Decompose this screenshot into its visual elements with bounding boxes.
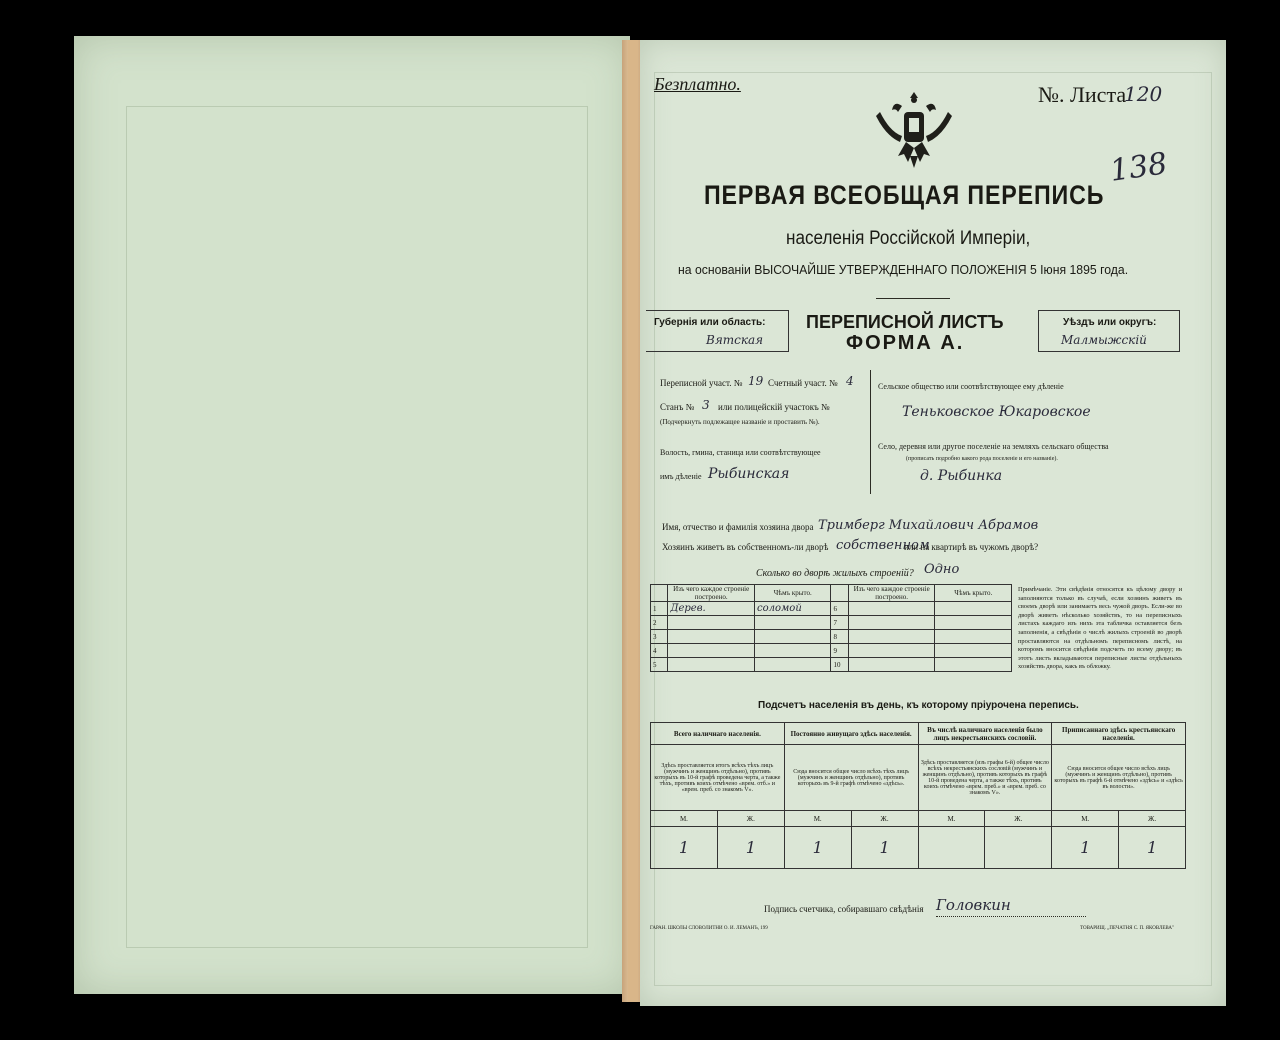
subtitle: населенія Россійской Имперіи, bbox=[786, 228, 1031, 249]
settlement-value: д. Рыбинка bbox=[920, 468, 1003, 484]
gubernia-value: Вятская bbox=[706, 333, 764, 347]
row-number: 4 bbox=[651, 644, 668, 658]
settlement-note: (прописать подробно какого рода поселеніе и его названіе). bbox=[906, 456, 1058, 462]
society-value: Теньковское Юкаровское bbox=[902, 404, 1091, 420]
col-roof-head-2: Чѣмъ крыто. bbox=[935, 585, 1012, 602]
column-divider bbox=[870, 370, 871, 494]
row-number: 10 bbox=[831, 658, 848, 672]
male-label: М. bbox=[651, 811, 718, 827]
basis-line: на основаніи ВЫСОЧАЙШЕ УТВЕРЖДЕННАГО ПОЛОЖЕНІЯ 5 Іюня 1895 года. bbox=[678, 262, 1129, 277]
female-count: 1 bbox=[1119, 827, 1186, 869]
owner-value: Тримберг Михайлович Абрамов bbox=[818, 518, 1039, 533]
female-label: Ж. bbox=[851, 811, 918, 827]
owner-lives-label: Хозяинъ живетъ въ собственномъ-ли дворѣ bbox=[662, 542, 829, 552]
archive-number: 138 bbox=[1107, 146, 1170, 189]
row-number: 5 bbox=[651, 658, 668, 672]
row-number: 3 bbox=[651, 630, 668, 644]
signature-label: Подпись счетчика, собиравшаго свѣдѣнія bbox=[764, 904, 924, 914]
summary-title: Подсчетъ населенія въ день, къ которому пріурочена перепись. bbox=[758, 700, 1079, 711]
owner-label: Имя, отчество и фамилія хозяина двора bbox=[662, 522, 814, 532]
main-title: ПЕРВАЯ ВСЕОБЩАЯ ПЕРЕПИСЬ bbox=[704, 180, 1105, 210]
female-label: Ж. bbox=[717, 811, 784, 827]
signature-line bbox=[936, 916, 1086, 917]
counting-district-label: Счетный участ. № bbox=[768, 378, 838, 388]
owner-lives-suffix: или на квартирѣ въ чужомъ дворѣ? bbox=[904, 542, 1039, 552]
volost-value: Рыбинская bbox=[708, 466, 790, 482]
left-imprint: ГАРАН. ШКОЛЫ СЛОВОЛИТНИ О. И. ЛЕМАНЪ, 199 bbox=[650, 926, 768, 931]
summary-col-desc: Сюда вносится общее число всѣхъ тѣхъ лицъ (мужчинъ и женщинъ отдѣльно), противъ которыхъ въ 9-й графѣ отмѣчено «здѣсь». bbox=[784, 745, 918, 811]
row-number: 7 bbox=[831, 616, 848, 630]
census-district-label: Переписной участ. № bbox=[660, 378, 743, 388]
summary-col-head: Приписаннаго здѣсь крестьянскаго населенія. bbox=[1052, 723, 1186, 745]
row-roof: соломой bbox=[755, 602, 831, 616]
uezd-label: Уѣздъ или округъ: bbox=[1063, 317, 1157, 328]
stan-note: (Подчеркнуть подлежащее названіе и проставить №). bbox=[660, 418, 820, 426]
buildings-table bbox=[650, 584, 1012, 672]
stan-value: 3 bbox=[702, 398, 710, 412]
stan-suffix: или полицейскій участокъ № bbox=[718, 402, 830, 412]
uezd-box bbox=[1038, 310, 1180, 352]
uezd-value: Малмыжскій bbox=[1061, 333, 1147, 347]
female-count: 1 bbox=[851, 827, 918, 869]
gubernia-box bbox=[646, 310, 789, 352]
settlement-label: Село, деревня или другое поселеніе на земляхъ сельскаго общества bbox=[878, 442, 1109, 451]
male-count bbox=[918, 827, 985, 869]
female-count: 1 bbox=[717, 827, 784, 869]
society-label: Сельское общество или соотвѣтствующее ему дѣленіе bbox=[878, 382, 1064, 391]
ornament-rule bbox=[876, 298, 950, 299]
summary-col-desc: Здѣсь проставляется итогъ всѣхъ тѣхъ лицъ (мужчинъ и женщинъ отдѣльно), противъ которыхъ въ 10-й графѣ проведена черта, а также тѣхъ, противъ коихъ отмѣчено «врем. отб.» и «врем. преб. со знакомъ V». bbox=[651, 745, 785, 811]
summary-col-desc: Сюда вносится общее число всѣхъ лицъ (мужчинъ и женщинъ отдѣльно), противъ которыхъ въ графѣ 6-й отмѣчено «здѣсь» и «здѣсь въ волости». bbox=[1052, 745, 1186, 811]
sheet-number-value: 120 bbox=[1124, 82, 1163, 106]
census-form-page bbox=[640, 40, 1226, 1006]
buildings-label: Сколько во дворѣ жилыхъ строеній? bbox=[756, 568, 914, 579]
gubernia-label: Губернія или область: bbox=[654, 317, 766, 328]
male-label: М. bbox=[918, 811, 985, 827]
bleed-through-frame bbox=[126, 106, 588, 948]
female-count bbox=[985, 827, 1052, 869]
summary-table bbox=[650, 722, 1186, 869]
sheet-number-label: №. Листа bbox=[1038, 82, 1127, 107]
male-label: М. bbox=[784, 811, 851, 827]
volost-label: Волость, гмина, станица или соотвѣтствующее bbox=[660, 448, 821, 457]
double-headed-eagle-emblem bbox=[872, 86, 956, 172]
male-count: 1 bbox=[1052, 827, 1119, 869]
buildings-value: Одно bbox=[924, 562, 960, 577]
volost-label-2: имъ дѣленіе bbox=[660, 472, 702, 481]
signature-value: Головкин bbox=[936, 896, 1011, 914]
female-label: Ж. bbox=[985, 811, 1052, 827]
census-district-value: 19 bbox=[748, 374, 764, 388]
col-roof-head: Чѣмъ крыто. bbox=[755, 585, 831, 602]
stan-label: Станъ № bbox=[660, 402, 695, 412]
row-number: 6 bbox=[831, 602, 848, 616]
summary-col-head: Всего наличнаго населенія. bbox=[651, 723, 785, 745]
free-label: Безплатно. bbox=[654, 74, 741, 94]
counting-district-value: 4 bbox=[846, 374, 854, 388]
left-blank-page bbox=[74, 36, 630, 994]
summary-col-desc: Здѣсь проставляется (изъ графы 6-й) общее число всѣхъ некрестьянскихъ сословій (мужчинъ и женщинъ отдѣльно), противъ которыхъ въ графѣ 10-й проведена черта, а также тѣхъ, противъ коихъ отмѣчено «врем. преб.» и «врем. преб. со знакомъ V». bbox=[918, 745, 1052, 811]
spine-paper-strip bbox=[628, 40, 638, 1002]
row-number: 9 bbox=[831, 644, 848, 658]
summary-col-head: Постоянно живущаго здѣсь населенія. bbox=[784, 723, 918, 745]
female-label: Ж. bbox=[1119, 811, 1186, 827]
form-name: ФОРМА А. bbox=[846, 332, 965, 354]
row-what: Дерев. bbox=[668, 602, 755, 616]
owner-lives-value: собственном bbox=[836, 538, 930, 553]
right-imprint: ТОВАРИЩ. „ПЕЧАТНЯ С. П. ЯКОВЛЕВА" bbox=[1080, 926, 1175, 931]
male-label: М. bbox=[1052, 811, 1119, 827]
col-what-head-2: Изъ чего каждое строеніе построено. bbox=[848, 585, 935, 602]
row-number: 1 bbox=[651, 602, 668, 616]
buildings-note: Примѣчаніе. Эти свѣдѣнія относятся къ цѣлому двору и заполняются только въ случаѣ, если хозяинъ живетъ въ своемъ дворѣ или занимаетъ весь чужой дворъ. Если-же во дворѣ живетъ нѣсколько хозяйствъ, то на переписныхъ листахъ каждаго изъ нихъ эта табличка оставляется безъ заполненія, а свѣдѣнія о числѣ жилыхъ строеній во дворѣ проставляются на отдѣльномъ переписномъ листѣ, на которомъ вносится свѣдѣнія подсчетъ по всему двору; въ этотъ листъ вкладываются переписные листы отдѣльныхъ хозяйствъ двора, какъ въ обложку. bbox=[1018, 586, 1182, 671]
male-count: 1 bbox=[784, 827, 851, 869]
col-what-head: Изъ чего каждое строеніе построено. bbox=[668, 585, 755, 602]
row-number: 8 bbox=[831, 630, 848, 644]
summary-col-head: Въ числѣ наличнаго населенія было лицъ некрестьянскихъ сословій. bbox=[918, 723, 1052, 745]
form-title: ПЕРЕПИСНОЙ ЛИСТЪ bbox=[806, 312, 1004, 332]
row-number: 2 bbox=[651, 616, 668, 630]
male-count: 1 bbox=[651, 827, 718, 869]
